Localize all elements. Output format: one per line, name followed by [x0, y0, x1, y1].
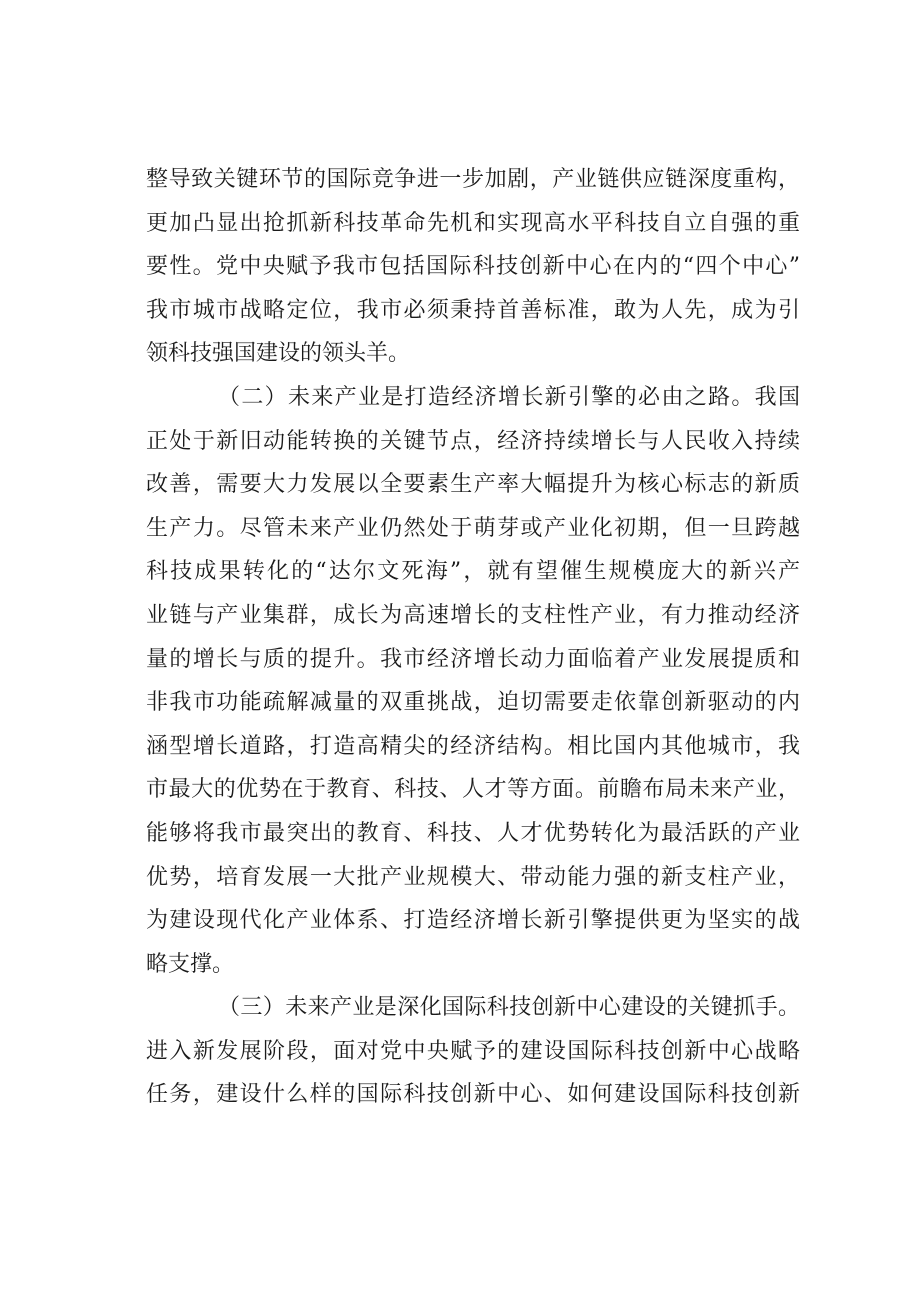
text-line: 我市城市战略定位，我市必须秉持首善标准，敢为人先，成为引: [146, 297, 800, 323]
text-line: 整导致关键环节的国际竞争进一步加剧，产业链供应链深度重构，: [146, 167, 800, 192]
section-heading-line: （三）未来产业是深化国际科技创新中心建设的关键抓手。: [218, 995, 800, 1021]
text-line: 量的增长与质的提升。我市经济增长动力面临着产业发展提质和: [146, 646, 800, 672]
section-heading-line: （二）未来产业是打造经济增长新引擎的必由之路。我国: [218, 384, 800, 410]
text-line: 正处于新旧动能转换的关键节点，经济持续增长与人民收入持续: [146, 428, 800, 454]
text-line: 进入新发展阶段，面对党中央赋予的建设国际科技创新中心战略: [146, 1038, 800, 1064]
text-line: 要性。党中央赋予我市包括国际科技创新中心在内的“四个中心”: [146, 254, 800, 280]
text-line: 优势，培育发展一大批产业规模大、带动能力强的新支柱产业，: [146, 864, 800, 890]
text-line: 涵型增长道路，打造高精尖的经济结构。相比国内其他城市，我: [146, 733, 800, 759]
text-line: 更加凸显出抢抓新科技革命先机和实现高水平科技自立自强的重: [146, 210, 800, 236]
text-line: 改善，需要大力发展以全要素生产率大幅提升为核心标志的新质: [146, 472, 800, 498]
text-line: 任务，建设什么样的国际科技创新中心、如何建设国际科技创新: [146, 1082, 800, 1108]
text-line: 能够将我市最突出的教育、科技、人才优势转化为最活跃的产业: [146, 820, 800, 846]
text-line: 生产力。尽管未来产业仍然处于萌芽或产业化初期，但一旦跨越: [146, 515, 800, 541]
text-line: 市最大的优势在于教育、科技、人才等方面。前瞻布局未来产业，: [146, 777, 800, 803]
text-line: 略支撑。: [146, 951, 235, 977]
text-line: 非我市功能疏解减量的双重挑战，迫切需要走依靠创新驱动的内: [146, 690, 800, 716]
text-line: 为建设现代化产业体系、打造经济增长新引擎提供更为坚实的战: [146, 908, 800, 934]
text-line: 科技成果转化的“达尔文死海”，就有望催生规模庞大的新兴产: [146, 559, 800, 585]
text-line: 业链与产业集群，成长为高速增长的支柱性产业，有力推动经济: [146, 602, 800, 628]
text-line: 领科技强国建设的领头羊。: [146, 341, 411, 367]
body-text: [146, 158, 800, 1117]
